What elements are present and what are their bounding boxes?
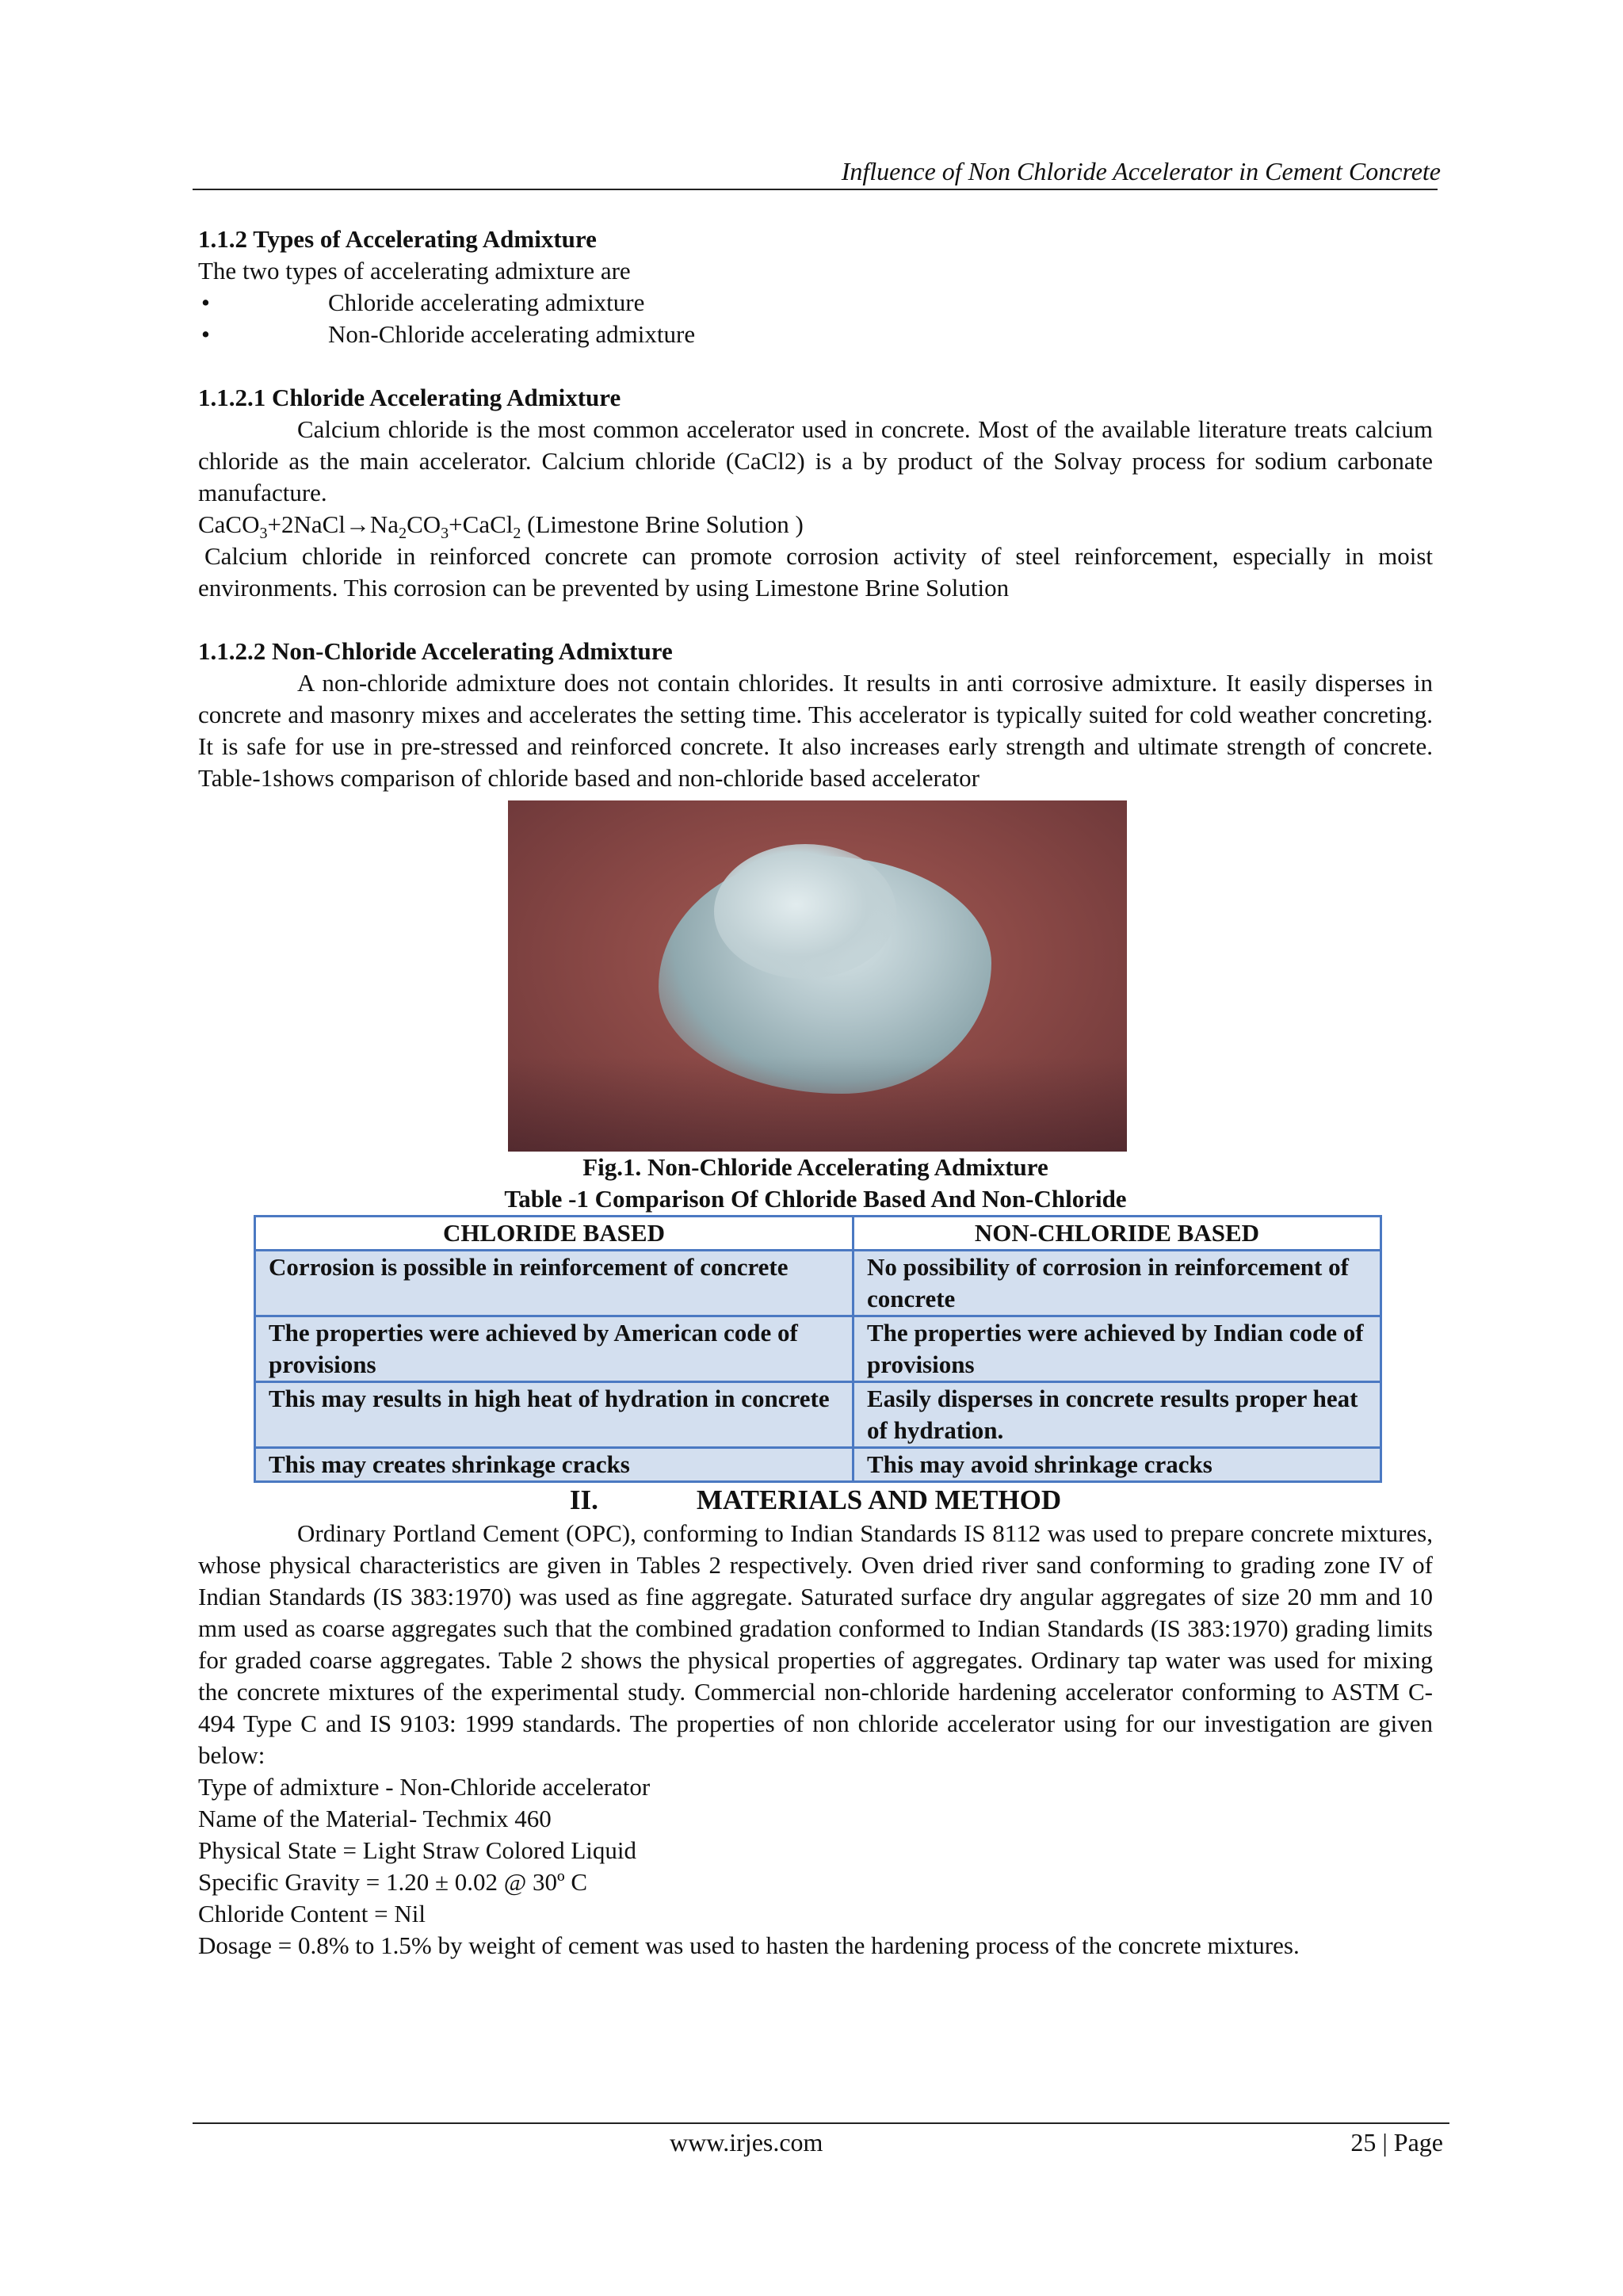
running-header: Influence of Non Chloride Accelerator in Cement Concrete [841,157,1441,185]
table-header-cell: CHLORIDE BASED [255,1217,854,1251]
heading-chloride-admixture: 1.1.2.1 Chloride Accelerating Admixture [198,384,621,411]
table-row [255,1316,1381,1382]
table-cell: Easily disperses in concrete results proper heat of hydration. [854,1382,1381,1448]
list-item [198,319,1433,350]
chemical-equation: $CaCO_3+2NaCl\to Na_2CO_3+CaCl_2$ (Limestone Brine Solution ) [198,510,804,543]
page-number: 25 | Page [1350,2128,1443,2157]
types-intro: The two types of accelerating admixture are [198,257,631,285]
body-content [198,223,1433,1962]
arrow-icon: → [345,510,370,538]
table-cell: This may avoid shrinkage cracks [854,1448,1381,1482]
section-title: MATERIALS AND METHOD [696,1484,1062,1515]
admixture-photo [508,800,1127,1152]
table-cell: This may creates shrinkage cracks [255,1448,854,1482]
bullet-icon: • [201,320,210,348]
property-line: Dosage = 0.8% to 1.5% by weight of cement was used to hasten the hardening process of the concrete mixtures. [198,1931,1300,1959]
list-item-label: Non-Chloride accelerating admixture [328,320,696,348]
non-chloride-paragraph: A non-chloride admixture does not contain chlorides. It results in anti corrosive admixture. It easily disperses in concrete and masonry mixes and accelerates the setting time. This accelerator is typically suited for cold weather concreting. It is safe for use in pre-stressed and reinforced concrete. It also increases early strength and ultimate strength of concrete. Table-1shows comparison of chloride based and non-chloride based accelerator [198,669,1433,792]
table-row [255,1251,1381,1316]
table-header-cell: NON-CHLORIDE BASED [854,1217,1381,1251]
chloride-paragraph-2: Calcium chloride in reinforced concrete can promote corrosion activity of steel reinforcement, especially in moist environments. This corrosion can be prevented by using Limestone Brine Solution [198,542,1433,602]
section-heading [198,1483,1433,1518]
list-item [198,287,1433,319]
table-cell: The properties were achieved by Indian code of provisions [854,1316,1381,1382]
materials-paragraph: Ordinary Portland Cement (OPC), conforming to Indian Standards IS 8112 was used to prepare concrete mixtures, whose physical characteristics are given in Tables 2 respectively. Oven dried river sand conforming to grading zone IV of Indian Standards (IS 383:1970) was used as fine aggregate. Saturated surface dry angular aggregates of size 20 mm and 10 mm used as coarse aggregates such that the combined gradation conformed to Indian Standards (IS 383:1970) grading limits for graded coarse aggregates. Table 2 shows the physical properties of aggregates. Ordinary tap water was used for mixing the concrete mixtures of the experimental study. Commercial non-chloride hardening accelerator conforming to ASTM C-494 Type C and IS 9103: 1999 standards. The properties of non chloride accelerator using for our investigation are given below: [198,1519,1433,1769]
property-line: Chloride Content = Nil [198,1900,426,1927]
chloride-paragraph-1: Calcium chloride is the most common accelerator used in concrete. Most of the available literature treats calcium chloride as the main accelerator. Calcium chloride (CaCl2) is a by product of the Solvay process for sodium carbonate manufacture. [198,415,1433,506]
table-cell: This may results in high heat of hydration in concrete [255,1382,854,1448]
table-cell: The properties were achieved by American code of provisions [255,1316,854,1382]
footer-rule [193,2122,1449,2124]
table-row [255,1382,1381,1448]
heading-types-accelerating-admixture: 1.1.2 Types of Accelerating Admixture [198,225,597,253]
table-caption: Table -1 Comparison Of Chloride Based And Non-Chloride [504,1185,1127,1213]
header-rule [193,189,1438,190]
section-number: II. [569,1484,598,1515]
heading-non-chloride-admixture: 1.1.2.2 Non-Chloride Accelerating Admixture [198,637,673,665]
property-line: Specific Gravity = 1.20 ± 0.02 @ 30º C [198,1868,588,1896]
table-row [255,1448,1381,1482]
footer-url: www.irjes.com [670,2128,823,2157]
bullet-icon: • [201,288,210,316]
property-line: Name of the Material- Techmix 460 [198,1805,552,1832]
table-cell: Corrosion is possible in reinforcement of concrete [255,1251,854,1316]
table-header-row [255,1217,1381,1251]
property-line: Type of admixture - Non-Chloride accelerator [198,1773,651,1801]
table-cell: No possibility of corrosion in reinforcement of concrete [854,1251,1381,1316]
list-item-label: Chloride accelerating admixture [328,288,645,316]
figure-caption: Fig.1. Non-Chloride Accelerating Admixture [582,1153,1048,1181]
comparison-table [254,1215,1382,1483]
property-line: Physical State = Light Straw Colored Liquid [198,1836,637,1864]
